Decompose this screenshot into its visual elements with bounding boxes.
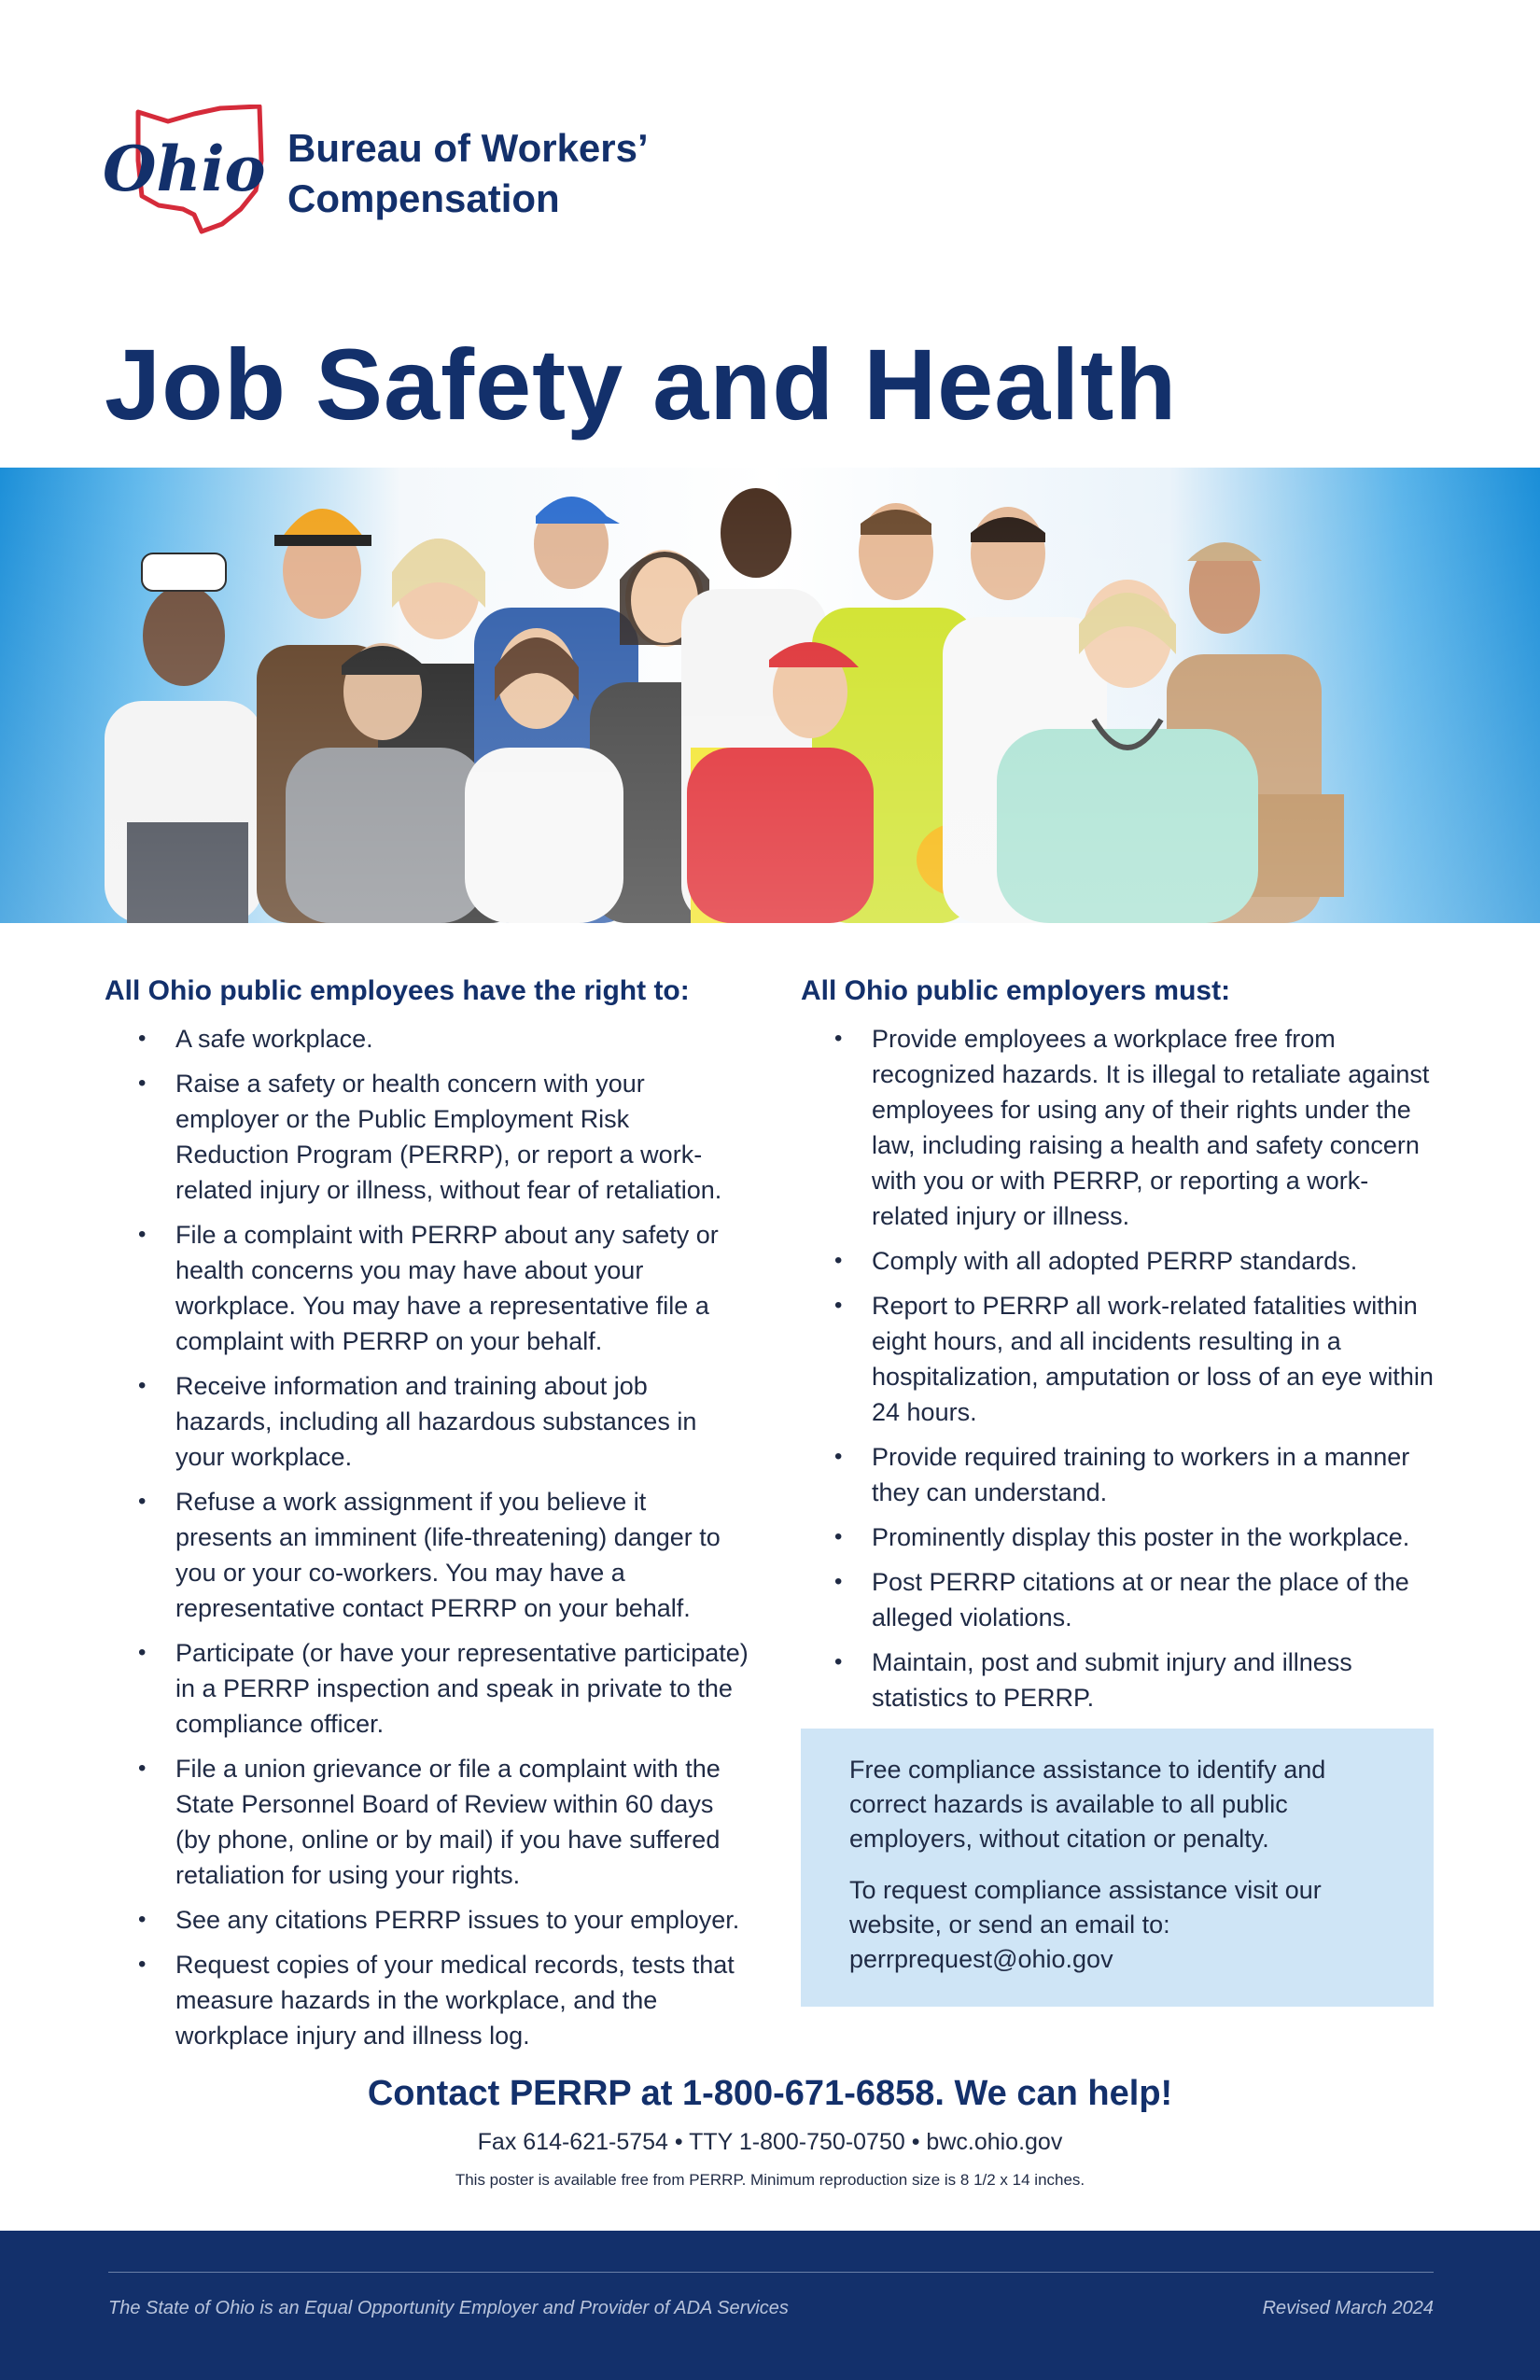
workers-group-illustration (0, 468, 1540, 923)
list-item: • Participate (or have your representative participate) in a PERRP inspection and speak in private to the compliance officer. (105, 1635, 749, 1742)
list-item: • File a complaint with PERRP about any safety or health concerns you may have about your workplace. You may have a representative file a complaint with PERRP on your behalf. (105, 1217, 749, 1359)
footer-divider (108, 2272, 1434, 2273)
contact-headline: Contact PERRP at 1-800-671-6858. We can help! (367, 2074, 1173, 2113)
assistance-paragraph-2: To request compliance assistance visit our website, or send an email to: perrprequest@ohio.gov (849, 1876, 1322, 1973)
contact-details: Fax 614-621-5754 • TTY 1-800-750-0750 • bwc.ohio.gov (477, 2129, 1063, 2155)
list-item: • Provide required training to workers in a manner they can understand. (801, 1439, 1445, 1510)
list-item: • Raise a safety or health concern with your employer or the Public Employment Risk Reduction Program (PERRP), or report a work-related injury or illness, without fear of retaliation. (105, 1066, 749, 1208)
list-item: • Comply with all adopted PERRP standards. (801, 1243, 1445, 1279)
compliance-assistance-callout (801, 1729, 1434, 2007)
list-item: • File a union grievance or file a complaint with the State Personnel Board of Review within 60 days (by phone, online or by mail) if you have suffered retaliation for using your rights. (105, 1751, 749, 1893)
workforce-photo-banner (0, 468, 1540, 923)
agency-name (287, 123, 649, 224)
agency-line-1: Bureau of Workers’ (287, 126, 649, 170)
assistance-paragraph-1: Free compliance assistance to identify and correct hazards is available to all public employers, without citation or penalty. (849, 1756, 1326, 1853)
ohio-logo (101, 105, 287, 235)
list-item: • Prominently display this poster in the workplace. (801, 1519, 1445, 1555)
page-title: Job Safety and Health (105, 328, 1178, 441)
list-item: • Receive information and training about job hazards, including all hazardous substances in your workplace. (105, 1368, 749, 1475)
list-item: • Refuse a work assignment if you believe it presents an imminent (life-threatening) danger to you or your co-workers. You may have a representative contact PERRP on your behalf. (105, 1484, 749, 1626)
list-item: • Provide employees a workplace free from recognized hazards. It is illegal to retaliate against employees for using any of their rights under the law, including raising a health and safety concern with you or with PERRP, or reporting a work-related injury or illness. (801, 1021, 1445, 1234)
employees-rights-list (105, 1021, 749, 2063)
ohio-logo-text: Ohio (103, 133, 266, 205)
list-item: • Post PERRP citations at or near the place of the alleged violations. (801, 1564, 1445, 1635)
employers-duties-heading: All Ohio public employers must: (801, 975, 1231, 1006)
employees-rights-heading: All Ohio public employees have the right to: (105, 975, 690, 1006)
list-item: • See any citations PERRP issues to your employer. (105, 1902, 749, 1938)
employers-duties-list (801, 1021, 1445, 1725)
revision-date: Revised March 2024 (1262, 2298, 1434, 2318)
list-item: • Report to PERRP all work-related fatalities within eight hours, and all incidents resulting in a hospitalization, amputation or loss of an eye within 24 hours. (801, 1288, 1445, 1430)
footer-bar (0, 2231, 1540, 2380)
list-item: • A safe workplace. (105, 1021, 749, 1057)
agency-line-2: Compensation (287, 176, 560, 220)
list-item: • Maintain, post and submit injury and illness statistics to PERRP. (801, 1645, 1445, 1715)
list-item: • Request copies of your medical records, tests that measure hazards in the workplace, and the workplace injury and illness log. (105, 1947, 749, 2053)
equal-opportunity-statement: The State of Ohio is an Equal Opportunity Employer and Provider of ADA Services (108, 2298, 789, 2318)
reproduction-note: This poster is available free from PERRP. Minimum reproduction size is 8 1/2 x 14 inches. (455, 2171, 1085, 2189)
